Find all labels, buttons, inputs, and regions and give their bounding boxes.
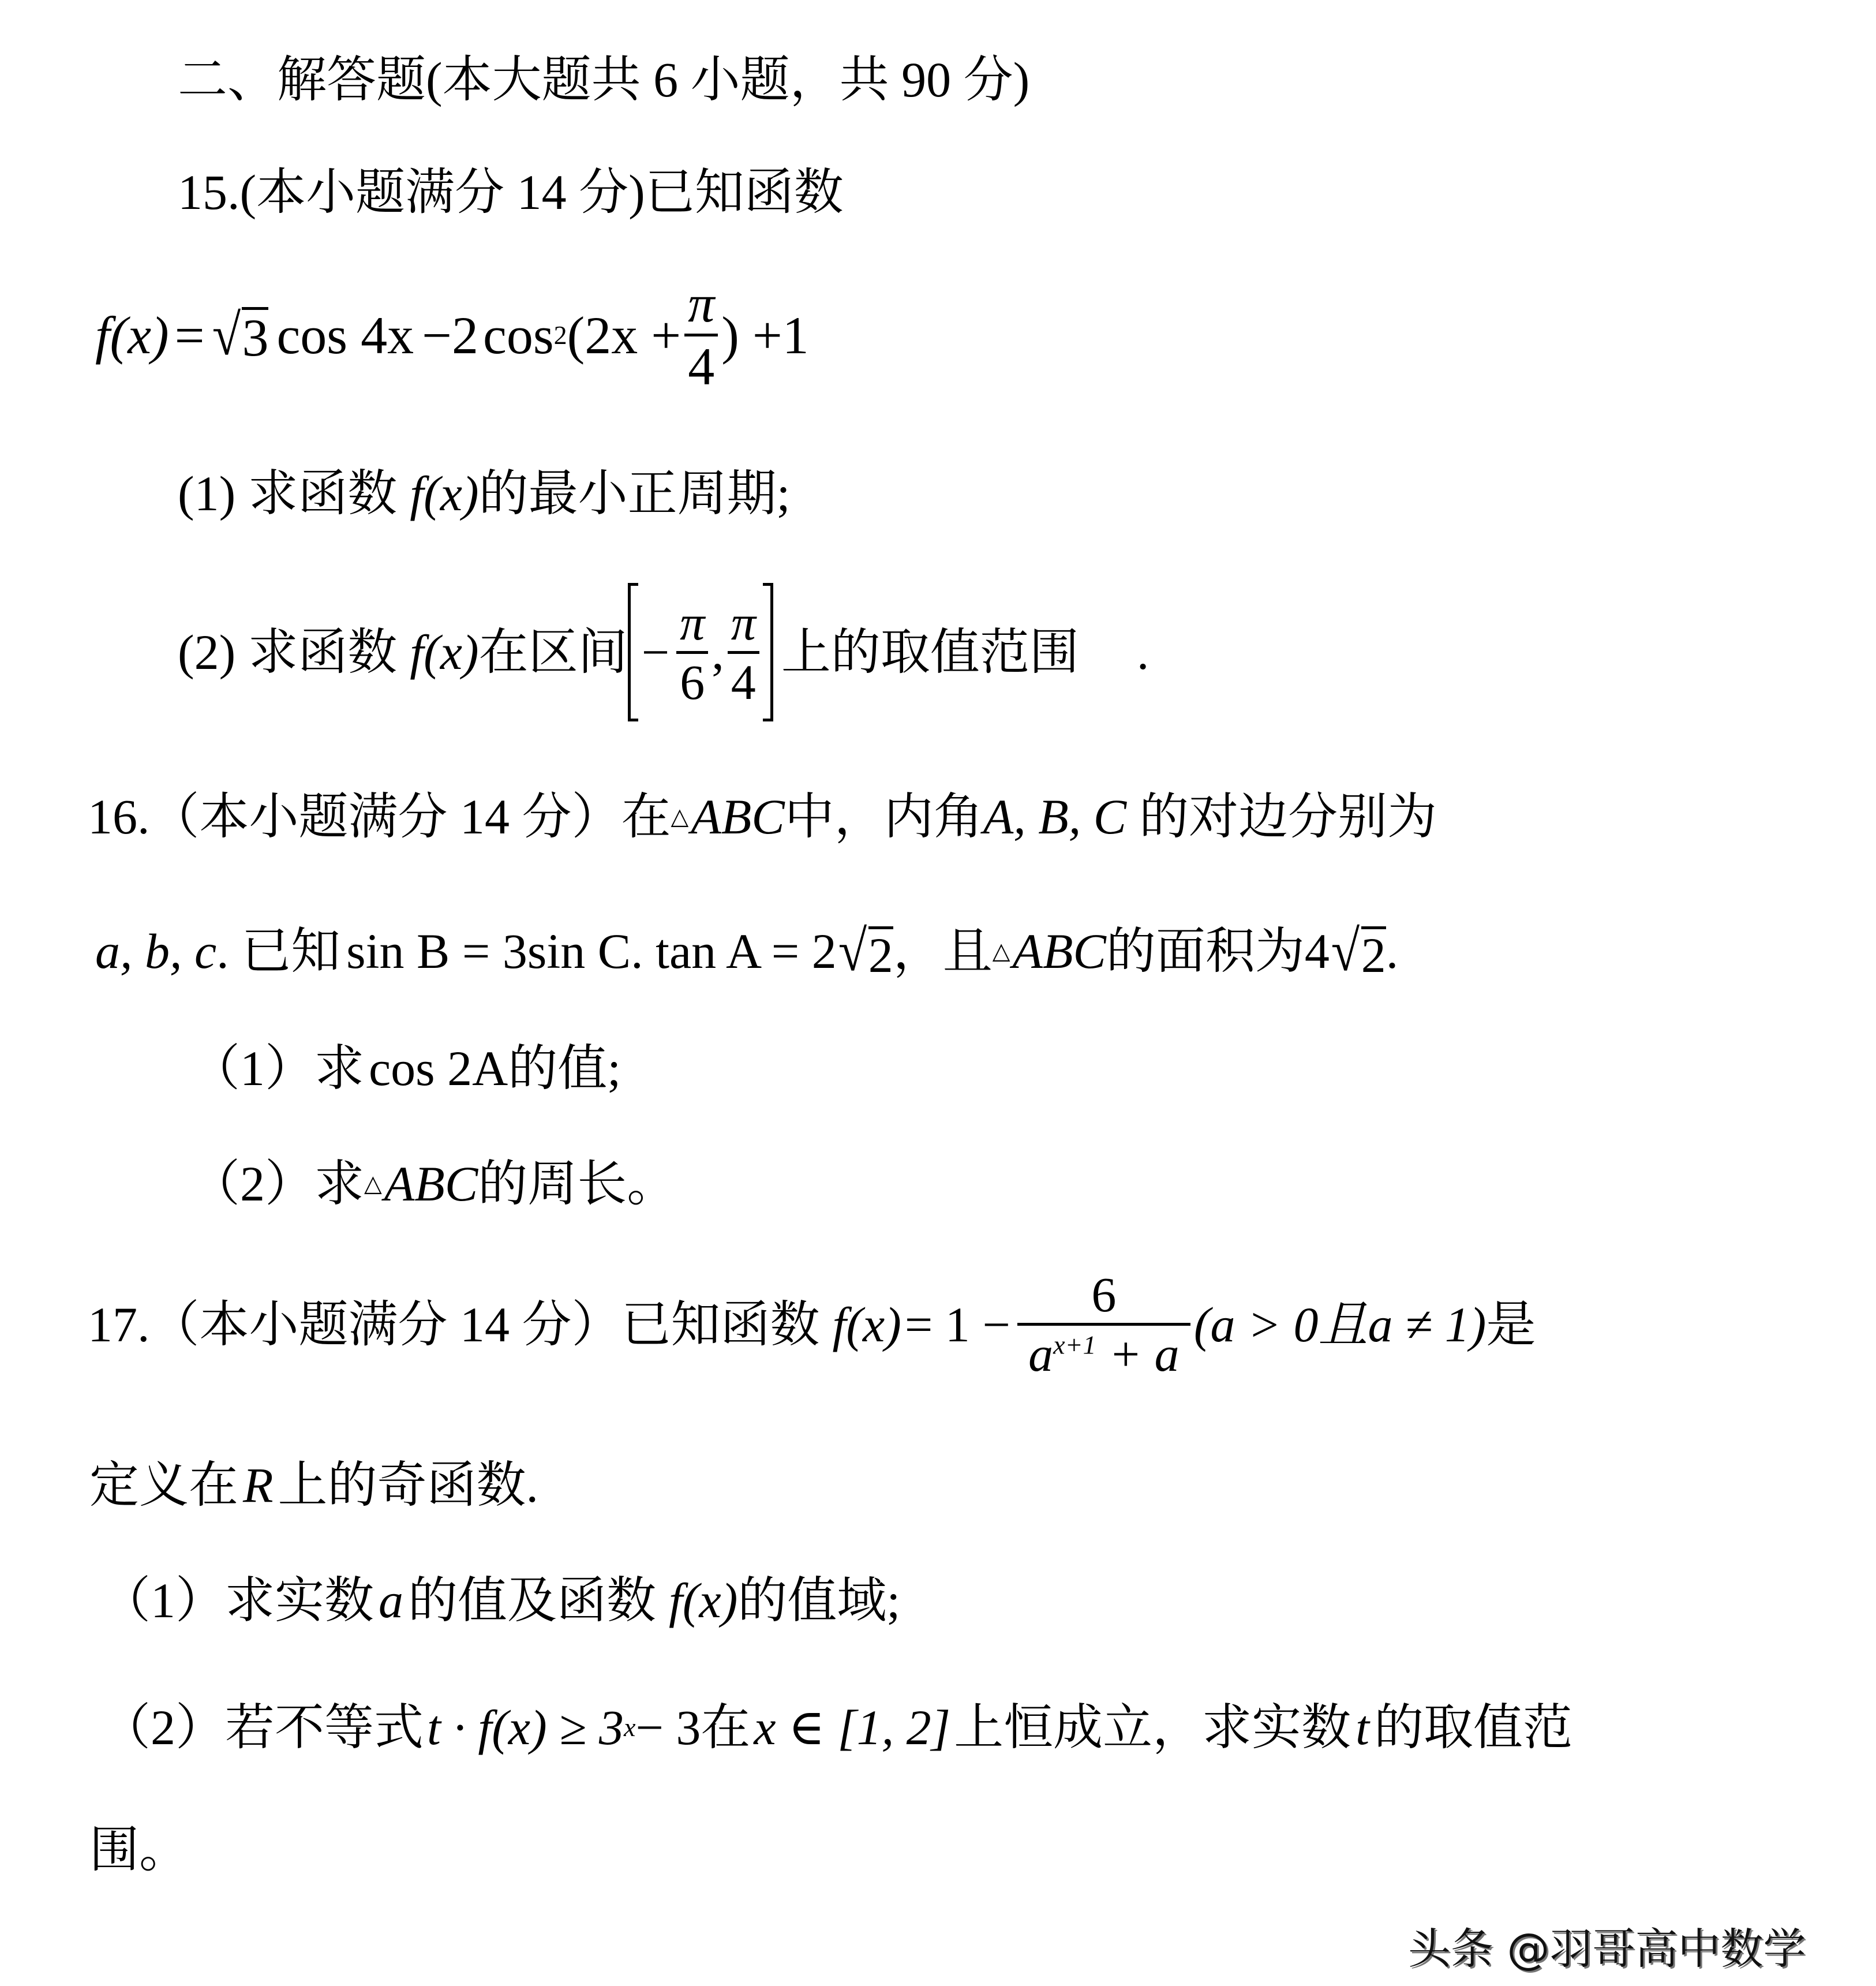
- triangle-icon: △: [992, 938, 1010, 964]
- q15-header-text: (本小题满分 14 分)已知函数: [239, 164, 844, 220]
- q16-part1: （1） 求 cos 2A 的值;: [190, 1041, 621, 1096]
- q15-header: [178, 164, 844, 220]
- formula-cos: cos: [482, 305, 554, 365]
- section-title: [178, 52, 1030, 107]
- q15-part2: (2) 求函数 f(x) 在区间 − π 6 , π 4 上的取值范围 .: [178, 583, 1149, 721]
- sqrt-3: √ 3: [212, 302, 269, 367]
- formula-term1: cos 4x: [276, 305, 414, 365]
- q17-part1: （1） 求实数 a 的值及函数 f(x) 的值域;: [101, 1573, 901, 1628]
- q16-conditions: a, b, c . 已知 sin B = 3sin C. tan A = 2 √ 2 ，且 △ ABC 的面积为 4 √ 2 .: [95, 919, 1399, 983]
- watermark: 头条 @羽哥高中数学: [1408, 1924, 1806, 1974]
- section-title-text: 二、解答题(本大题共 6 小题，共 90 分): [178, 52, 1030, 107]
- right-bracket: [763, 583, 773, 721]
- radical-icon: √: [1331, 919, 1360, 983]
- q17-continuation: 定义在 R 上的奇函数.: [89, 1457, 539, 1513]
- q17-part2: （2） 若不等式 t · f(x) ≥ 3 x − 3 在 x ∈ [1, 2] 上恒成立，求实数 t 的取值范: [101, 1700, 1573, 1755]
- sqrt-2b: √ 2: [1331, 919, 1386, 983]
- q16-part2: （2） 求 △ ABC 的周长。: [190, 1156, 677, 1211]
- q15-part1: (1) 求函数 f(x) 的最小正周期;: [178, 466, 791, 521]
- formula-lhs: f(x): [95, 305, 169, 365]
- radical-icon: √: [838, 919, 867, 983]
- fraction-pi-4: π 4: [684, 277, 718, 393]
- fraction-bar: [684, 334, 718, 336]
- q15-formula: f(x) = √ 3 cos 4x −2 cos 2 (2x + π 4 ) +1: [95, 274, 809, 396]
- fraction-pi-4b: π 4: [728, 598, 759, 707]
- interval-bracket: − π 6 , π 4: [628, 583, 773, 721]
- q15-number: 15.: [178, 164, 240, 220]
- formula-minus: −2: [422, 305, 478, 365]
- left-bracket: [628, 583, 638, 721]
- q17-header: 17. （本小题满分 14 分）已知函数 f(x) = 1 − 6 $a^{x+1} + a$ (a > 0且a ≠ 1) 是: [88, 1267, 1536, 1382]
- radical-icon: √: [212, 302, 241, 367]
- q17-wrap: 围。: [89, 1822, 189, 1877]
- triangle-icon: △: [671, 803, 689, 829]
- fraction-pi-6: π 6: [676, 598, 708, 707]
- formula-eq: =: [174, 305, 205, 365]
- triangle-icon: △: [364, 1170, 382, 1196]
- q16-header: 16. （本小题满分 14 分）在 △ ABC 中，内角 A, B, C 的对边分别为: [88, 789, 1437, 844]
- sqrt-2: √ 2: [838, 919, 893, 983]
- formula-close: ) +1: [721, 305, 809, 365]
- formula-open: (2x +: [567, 305, 681, 365]
- fraction-6-over: 6 $a^{x+1} + a$: [1017, 1270, 1190, 1379]
